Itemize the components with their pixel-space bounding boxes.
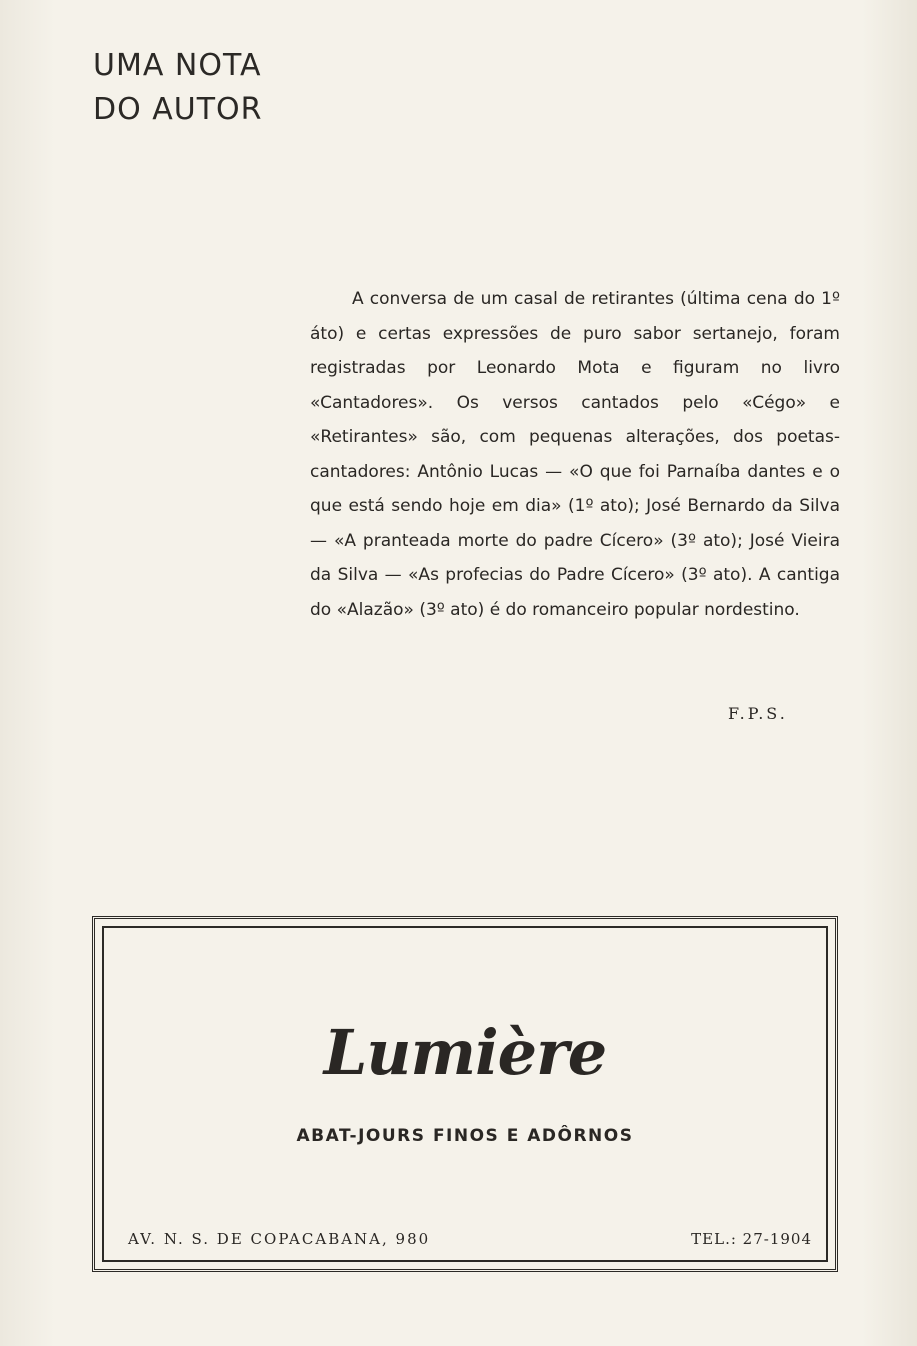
author-signature: F.P.S.	[728, 704, 788, 723]
advertisement-inner-border	[102, 926, 828, 1262]
title-line-2: DO AUTOR	[93, 92, 263, 127]
author-note-paragraph: A conversa de um casal de retirantes (última cena do 1º áto) e certas expressões de puro sabor sertanejo, foram registradas por Leonardo Mota e figuram no livro «Cantadores». Os versos cantados pelo «Cégo» e «Retirantes» são, com pequenas alterações, dos poetas-cantadores: Antônio Lucas — «O que foi Parnaíba dantes e o que está sendo hoje em dia» (1º ato); José Bernardo da Silva — «A pranteada morte do padre Cícero» (3º ato); José Vieira da Silva — «As profecias do Padre Cícero» (3º ato). A cantiga do «Alazão» (3º ato) é do romanceiro popular nordestino.	[310, 289, 840, 620]
advertisement-frame	[92, 916, 838, 1272]
title-line-1: UMA NOTA	[93, 48, 262, 83]
brand-logo: Lumière	[323, 1016, 607, 1089]
ad-address: AV. N. S. DE COPACABANA, 980	[128, 1230, 431, 1248]
page-title	[93, 44, 263, 132]
ad-tagline: ABAT-JOURS FINOS E ADÔRNOS	[296, 1126, 634, 1146]
ad-phone: TEL.: 27-1904	[691, 1230, 812, 1248]
